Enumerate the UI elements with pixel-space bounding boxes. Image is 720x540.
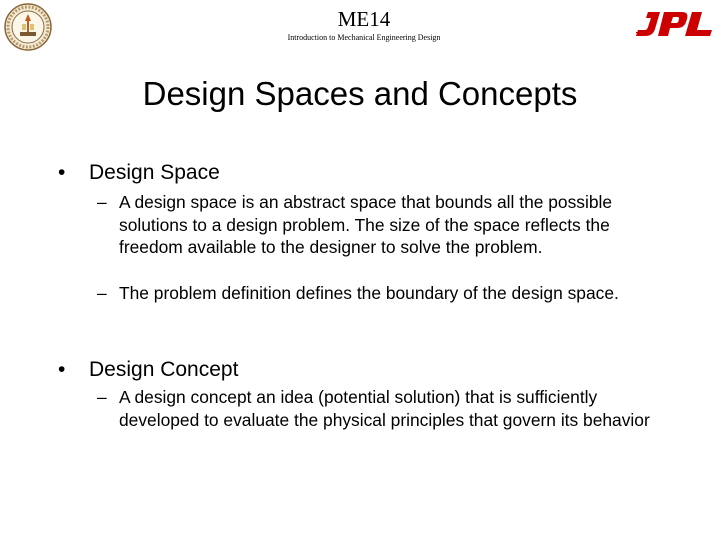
subitem-text: A design space is an abstract space that bounds all the possible solutions to a design problem. The size of the space reflects the freedom available to the designer to solve the problem. [119, 192, 613, 257]
subitem-text: The problem definition defines the boundary of the design space. [119, 283, 619, 303]
subitem-marker: – [97, 283, 107, 303]
course-title: ME14 [337, 7, 391, 31]
subitem-design-space-definition [97, 191, 677, 259]
bullet-label: Design Concept [89, 358, 239, 381]
bullet-marker: • [58, 358, 66, 381]
subitem-marker: – [97, 192, 107, 212]
bullet-label: Design Space [89, 161, 220, 184]
course-subtitle: Introduction to Mechanical Engineering Design [287, 33, 441, 42]
subitem-problem-definition [97, 282, 677, 305]
subitem-marker: – [97, 387, 107, 407]
slide-title: Design Spaces and Concepts [142, 75, 578, 112]
subitem-design-concept-definition [97, 386, 677, 431]
bullet-design-concept [58, 358, 238, 382]
bullet-marker: • [58, 161, 66, 184]
bullet-design-space [58, 161, 220, 185]
subitem-text: A design concept an idea (potential solution) that is sufficiently developed to evaluate the physical principles that govern its behavior [119, 387, 650, 430]
jpl-logo [636, 12, 714, 36]
